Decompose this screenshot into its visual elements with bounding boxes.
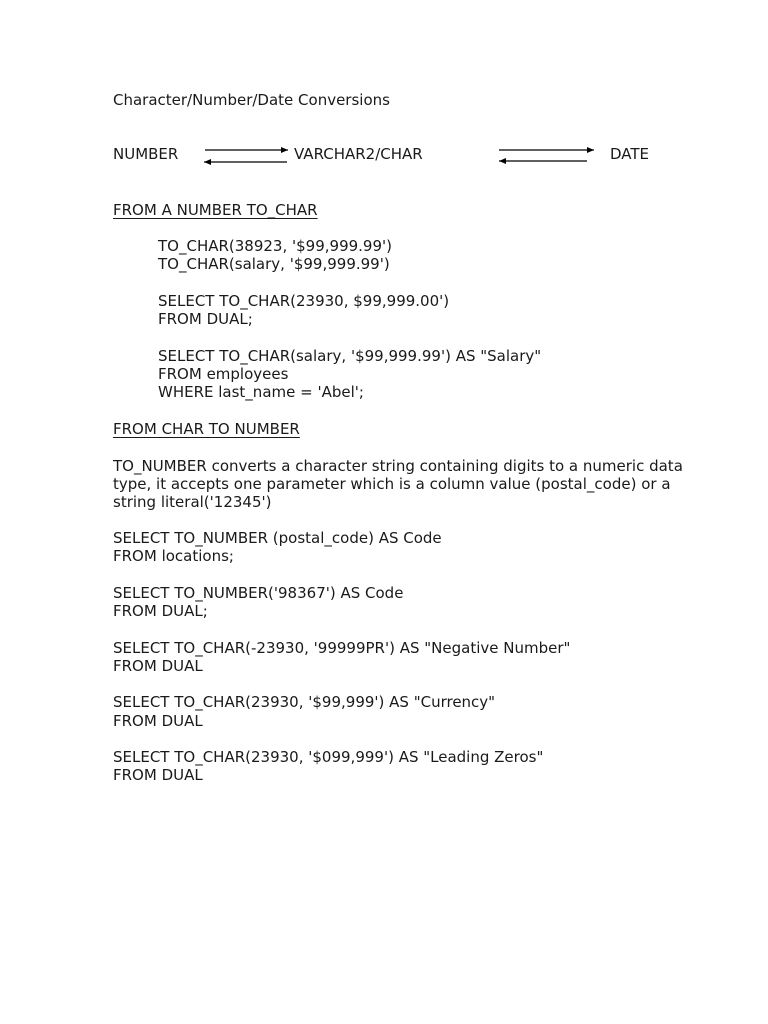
code-line: SELECT TO_NUMBER('98367') AS Code	[113, 584, 404, 602]
code-line: WHERE last_name = 'Abel';	[158, 383, 364, 401]
code-line: FROM DUAL;	[158, 310, 253, 328]
varchar-label: VARCHAR2/CHAR	[294, 145, 423, 163]
code-line: SELECT TO_CHAR(23930, '$099,999') AS "Leading Zeros"	[113, 748, 544, 766]
document-title: Character/Number/Date Conversions	[113, 91, 390, 109]
code-line: SELECT TO_CHAR(23930, '$99,999') AS "Currency"	[113, 693, 496, 711]
code-line: FROM locations;	[113, 547, 234, 565]
code-line: FROM DUAL	[113, 657, 203, 675]
code-line: SELECT TO_CHAR(23930, $99,999.00')	[158, 292, 450, 310]
code-line: SELECT TO_CHAR(-23930, '99999PR') AS "Negative Number"	[113, 639, 571, 657]
code-line: TO_CHAR(salary, '$99,999.99')	[158, 255, 390, 273]
paragraph-line: TO_NUMBER converts a character string containing digits to a numeric data	[113, 457, 683, 475]
number-label: NUMBER	[113, 145, 179, 163]
varchar-date-arrows	[499, 150, 594, 161]
code-line: TO_CHAR(38923, '$99,999.99')	[158, 237, 392, 255]
code-line: FROM DUAL;	[113, 602, 208, 620]
paragraph-line: string literal('12345')	[113, 493, 272, 511]
code-line: FROM employees	[158, 365, 289, 383]
paragraph-line: type, it accepts one parameter which is a column value (postal_code) or a	[113, 475, 671, 493]
section-heading: FROM A NUMBER TO_CHAR	[113, 201, 318, 219]
code-line: SELECT TO_CHAR(salary, '$99,999.99') AS "Salary"	[158, 347, 542, 365]
section-heading: FROM CHAR TO NUMBER	[113, 420, 300, 438]
date-label: DATE	[610, 145, 650, 163]
code-line: FROM DUAL	[113, 766, 203, 784]
number-varchar-arrows	[204, 150, 288, 162]
code-line: SELECT TO_NUMBER (postal_code) AS Code	[113, 529, 442, 547]
code-line: FROM DUAL	[113, 712, 203, 730]
